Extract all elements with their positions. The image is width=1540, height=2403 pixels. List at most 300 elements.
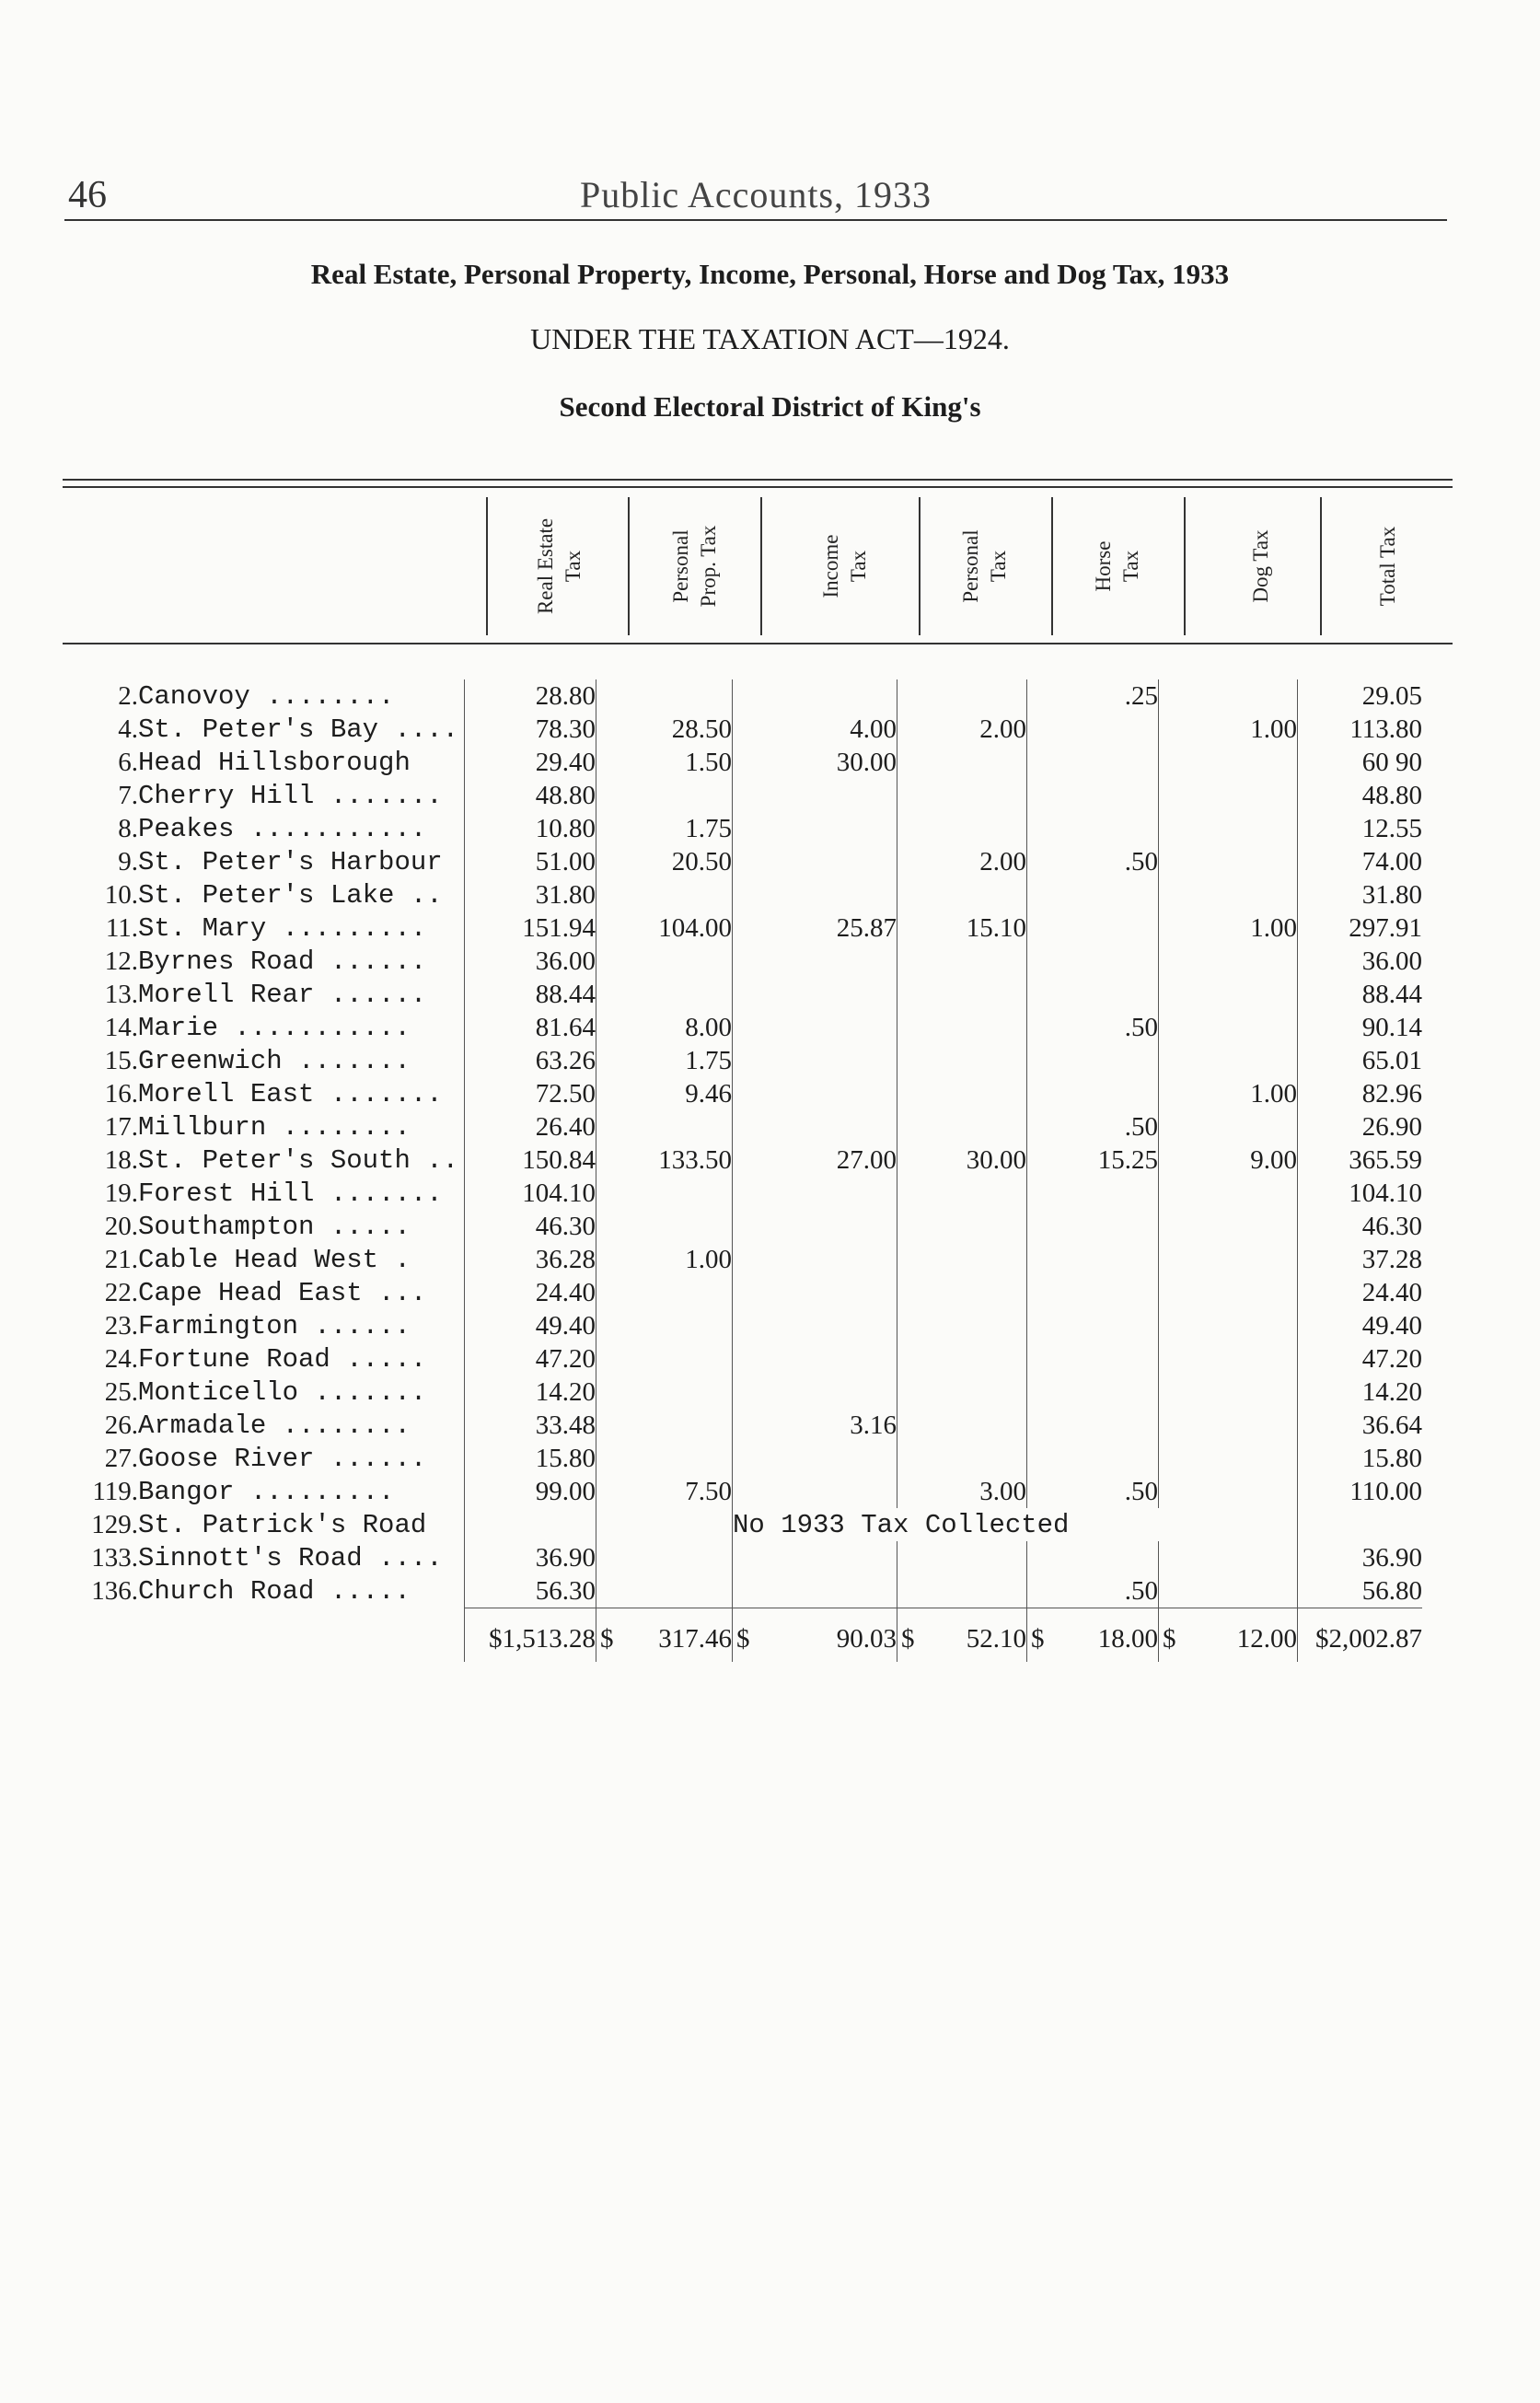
running-title: Public Accounts, 1933 [579,174,932,215]
table-row [46,1409,1422,1442]
cell-dog [1159,679,1298,713]
cell-income [733,978,897,1011]
total-income: $ 90.03 [733,1608,897,1663]
page-header [64,164,1447,221]
cell-income [733,1044,897,1077]
table-row [46,1309,1422,1342]
cell-personal [897,1011,1027,1044]
cell-dog [1159,1574,1298,1608]
cell-horse [1027,1276,1159,1309]
district-name: Goose River ...... [138,1443,427,1474]
table-row [46,1210,1422,1243]
cell-real-estate: 151.94 [465,911,596,945]
cell-income [733,1309,897,1342]
cell-income [733,1475,897,1508]
cell-real-estate: 47.20 [465,1342,596,1376]
cell-income [733,945,897,978]
cell-personal-prop: 7.50 [596,1475,733,1508]
cell-income [733,1077,897,1110]
cell-total: 29.05 [1298,679,1423,713]
cell-real-estate: 63.26 [465,1044,596,1077]
cell-personal [897,812,1027,845]
cell-personal-prop: 104.00 [596,911,733,945]
row-number: 10. [104,879,138,910]
cell-real-estate: 10.80 [465,812,596,845]
cell-horse [1027,713,1159,746]
cell-horse [1027,1342,1159,1376]
cell-income [733,1243,897,1276]
row-number: 24. [104,1343,138,1374]
cell-personal-prop [596,1376,733,1409]
cell-total: 47.20 [1298,1342,1423,1376]
cell-personal-prop: 20.50 [596,845,733,878]
col-header-income: Income Tax [819,534,870,598]
cell-real-estate: 51.00 [465,845,596,878]
tax-table [46,679,1422,1662]
row-number: 119. [92,1476,138,1506]
table-row [46,779,1422,812]
cell-real-estate: 14.20 [465,1376,596,1409]
table-row [46,812,1422,845]
row-number: 22. [104,1277,138,1307]
cell-horse [1027,812,1159,845]
cell-dog [1159,1110,1298,1143]
cell-real-estate: 78.30 [465,713,596,746]
cell-total: 37.28 [1298,1243,1423,1276]
table-row [46,1143,1422,1177]
col-header-horse: Horse Tax [1092,540,1142,592]
cell-dog [1159,1376,1298,1409]
district-name: St. Mary ......... [138,912,427,944]
cell-dog [1159,1309,1298,1342]
cell-horse: .50 [1027,1475,1159,1508]
cell-real-estate: 26.40 [465,1110,596,1143]
district-name: Sinnott's Road .... [138,1542,443,1573]
cell-total: 74.00 [1298,845,1423,878]
cell-personal [897,1309,1027,1342]
cell-real-estate: 88.44 [465,978,596,1011]
cell-personal: 15.10 [897,911,1027,945]
cell-personal [897,1110,1027,1143]
cell-personal [897,1409,1027,1442]
cell-dog: 1.00 [1159,713,1298,746]
row-number: 27. [104,1443,138,1473]
cell-horse: .50 [1027,1110,1159,1143]
cell-dog [1159,1243,1298,1276]
totals-row [46,1608,1422,1663]
cell-horse [1027,978,1159,1011]
cell-total: 49.40 [1298,1309,1423,1342]
table-row [46,1376,1422,1409]
cell-personal [897,1210,1027,1243]
district-name: Forest Hill ....... [138,1178,443,1209]
row-number: 25. [104,1376,138,1407]
cell-real-estate: 56.30 [465,1574,596,1608]
district-name: Peakes ........... [138,813,427,844]
cell-income [733,1177,897,1210]
cell-personal-prop: 8.00 [596,1011,733,1044]
cell-personal [897,945,1027,978]
row-number: 13. [104,979,138,1009]
table-title: Real Estate, Personal Property, Income, Personal, Horse and Dog Tax, 1933 [310,258,1230,290]
cell-income [733,812,897,845]
cell-total: 365.59 [1298,1143,1423,1177]
cell-personal-prop [596,878,733,911]
district-name: Head Hillsborough [138,747,411,778]
table-row [46,1442,1422,1475]
row-number: 16. [104,1078,138,1109]
cell-real-estate: 36.00 [465,945,596,978]
table-row [46,1342,1422,1376]
table-row [46,945,1422,978]
cell-total: 90.14 [1298,1011,1423,1044]
district-name: St. Peter's South .. [138,1144,459,1176]
district-name: Fortune Road ..... [138,1343,427,1375]
cell-income [733,1210,897,1243]
cell-dog [1159,1475,1298,1508]
col-header-personal: Personal Tax [959,529,1010,603]
cell-total: 110.00 [1298,1475,1423,1508]
district-name: Byrnes Road ...... [138,946,427,977]
cell-income: 27.00 [733,1143,897,1177]
district-name: Greenwich ....... [138,1045,411,1076]
row-number: 20. [104,1211,138,1241]
district-name: Cherry Hill ....... [138,780,443,811]
row-note: No 1933 Tax Collected [733,1508,1298,1541]
district-name: Church Road ..... [138,1575,411,1607]
cell-total: 82.96 [1298,1077,1423,1110]
cell-income [733,1011,897,1044]
col-header-total: Total Tax [1376,526,1399,607]
table-row [46,1177,1422,1210]
row-number: 6. [118,747,138,777]
row-number: 133. [91,1542,138,1573]
cell-income [733,1541,897,1574]
cell-income: 30.00 [733,746,897,779]
cell-dog [1159,845,1298,878]
cell-personal-prop [596,1210,733,1243]
cell-personal-prop [596,1177,733,1210]
cell-real-estate: 99.00 [465,1475,596,1508]
cell-real-estate: 104.10 [465,1177,596,1210]
cell-total: 65.01 [1298,1044,1423,1077]
col-divider [1051,497,1053,635]
row-number: 136. [91,1575,138,1606]
cell-personal [897,1276,1027,1309]
cell-horse [1027,1243,1159,1276]
table-row [46,1077,1422,1110]
row-number: 23. [104,1310,138,1341]
cell-personal-prop: 28.50 [596,713,733,746]
district-name: Millburn ........ [138,1111,411,1143]
cell-total: 113.80 [1298,713,1423,746]
cell-personal [897,1376,1027,1409]
row-number: 129. [91,1509,138,1539]
row-number: 19. [104,1178,138,1208]
cell-horse: .25 [1027,679,1159,713]
cell-real-estate: 29.40 [465,746,596,779]
cell-personal-prop [596,1110,733,1143]
district-heading: Second Electoral District of King's [559,390,981,423]
table-row [46,1508,1422,1541]
cell-dog: 1.00 [1159,1077,1298,1110]
cell-dog [1159,1541,1298,1574]
row-number: 17. [104,1111,138,1142]
cell-personal-prop [596,945,733,978]
cell-income [733,1574,897,1608]
cell-real-estate: 28.80 [465,679,596,713]
cell-personal-prop [596,1442,733,1475]
table-row [46,1541,1422,1574]
cell-real-estate: 24.40 [465,1276,596,1309]
cell-personal [897,779,1027,812]
cell-dog [1159,1210,1298,1243]
cell-real-estate: 49.40 [465,1309,596,1342]
row-number: 7. [118,780,138,810]
cell-personal-prop [596,679,733,713]
cell-horse [1027,878,1159,911]
cell-income [733,1342,897,1376]
cell-personal-prop: 9.46 [596,1077,733,1110]
row-number: 2. [118,680,138,711]
cell-income [733,845,897,878]
cell-income [733,878,897,911]
table-row [46,713,1422,746]
cell-horse: .50 [1027,1011,1159,1044]
col-divider [486,497,488,635]
cell-personal-prop [596,1508,733,1541]
row-number: 11. [105,912,138,943]
cell-dog [1159,746,1298,779]
cell-personal [897,1243,1027,1276]
cell-horse [1027,1177,1159,1210]
cell-real-estate: 36.28 [465,1243,596,1276]
district-name: Morell Rear ...... [138,979,427,1010]
cell-income: 4.00 [733,713,897,746]
total-horse: $ 18.00 [1027,1608,1159,1663]
district-name: Monticello ....... [138,1376,427,1408]
table-top-rule [63,479,1453,481]
cell-total: 12.55 [1298,812,1423,845]
cell-personal-prop [596,1574,733,1608]
cell-horse [1027,1309,1159,1342]
table-row [46,1574,1422,1608]
cell-real-estate: 33.48 [465,1409,596,1442]
cell-personal [897,1574,1027,1608]
cell-personal [897,878,1027,911]
cell-personal [897,1541,1027,1574]
cell-personal-prop [596,1342,733,1376]
cell-income [733,779,897,812]
cell-horse: .50 [1027,1574,1159,1608]
row-number: 8. [118,813,138,843]
district-name: Armadale ........ [138,1410,411,1441]
total-dog: $ 12.00 [1159,1608,1298,1663]
table-row [46,1011,1422,1044]
cell-personal [897,1442,1027,1475]
col-divider [1320,497,1322,635]
page-number: 46 [68,174,107,216]
table-row [46,845,1422,878]
district-name: Cape Head East ... [138,1277,427,1308]
district-name: Marie ........... [138,1012,411,1043]
cell-total: 36.00 [1298,945,1423,978]
cell-income [733,1276,897,1309]
cell-total: 14.20 [1298,1376,1423,1409]
cell-personal [897,978,1027,1011]
district-name: St. Peter's Bay .... [138,714,459,745]
cell-dog [1159,878,1298,911]
col-header-personal-prop: Personal Prop. Tax [669,525,720,608]
cell-horse [1027,779,1159,812]
cell-income [733,1110,897,1143]
table-row [46,911,1422,945]
col-header-real-estate: Real Estate Tax [534,517,585,615]
cell-total: 24.40 [1298,1276,1423,1309]
cell-personal [897,746,1027,779]
cell-personal-prop [596,978,733,1011]
table-row [46,1276,1422,1309]
district-name: St. Peter's Lake .. [138,879,443,911]
cell-dog [1159,1011,1298,1044]
table-top-rule-2 [63,486,1453,488]
cell-income: 25.87 [733,911,897,945]
district-name: Farmington ...... [138,1310,411,1341]
cell-income [733,1442,897,1475]
cell-real-estate: 150.84 [465,1143,596,1177]
cell-personal-prop: 133.50 [596,1143,733,1177]
cell-horse: 15.25 [1027,1143,1159,1177]
cell-personal-prop [596,1541,733,1574]
district-name: Cable Head West . [138,1244,411,1275]
row-number: 12. [104,946,138,976]
cell-real-estate: 36.90 [465,1541,596,1574]
cell-personal-prop [596,779,733,812]
cell-personal-prop: 1.75 [596,1044,733,1077]
tax-table-body [46,679,1422,1662]
cell-real-estate: 48.80 [465,779,596,812]
table-row [46,679,1422,713]
col-header-dog: Dog Tax [1249,529,1272,603]
cell-total: 56.80 [1298,1574,1423,1608]
row-number: 15. [104,1045,138,1075]
row-number: 9. [118,846,138,876]
district-name: Bangor ......... [138,1476,395,1507]
table-row [46,978,1422,1011]
cell-income [733,1376,897,1409]
cell-total: 60 90 [1298,746,1423,779]
table-row [46,1110,1422,1143]
total-personal-prop: $ 317.46 [596,1608,733,1663]
cell-horse [1027,1044,1159,1077]
cell-total: 48.80 [1298,779,1423,812]
col-divider [1184,497,1186,635]
table-row [46,878,1422,911]
cell-dog [1159,945,1298,978]
row-number: 14. [104,1012,138,1042]
cell-total: 36.90 [1298,1541,1423,1574]
col-divider [628,497,630,635]
cell-personal: 3.00 [897,1475,1027,1508]
cell-real-estate: 81.64 [465,1011,596,1044]
table-row [46,1475,1422,1508]
cell-horse [1027,1077,1159,1110]
cell-real-estate: 46.30 [465,1210,596,1243]
cell-total: 88.44 [1298,978,1423,1011]
cell-personal-prop [596,1276,733,1309]
cell-horse [1027,1541,1159,1574]
cell-personal: 2.00 [897,713,1027,746]
cell-horse [1027,1442,1159,1475]
cell-income: 3.16 [733,1409,897,1442]
cell-dog: 1.00 [1159,911,1298,945]
district-name: Morell East ....... [138,1078,443,1109]
cell-horse [1027,945,1159,978]
cell-total [1298,1508,1423,1541]
district-name: St. Peter's Harbour [138,846,443,877]
row-number: 4. [118,714,138,744]
cell-dog [1159,1442,1298,1475]
cell-horse [1027,1409,1159,1442]
cell-income [733,679,897,713]
cell-total: 26.90 [1298,1110,1423,1143]
cell-total: 31.80 [1298,878,1423,911]
district-name: St. Patrick's Road [138,1509,427,1540]
cell-horse [1027,1376,1159,1409]
totals-spacer [46,1608,138,1663]
cell-personal-prop [596,1309,733,1342]
cell-real-estate: 31.80 [465,878,596,911]
cell-total: 15.80 [1298,1442,1423,1475]
row-number: 18. [104,1144,138,1175]
cell-personal: 2.00 [897,845,1027,878]
cell-personal-prop: 1.50 [596,746,733,779]
cell-dog [1159,1342,1298,1376]
cell-horse [1027,1210,1159,1243]
cell-dog [1159,1409,1298,1442]
cell-personal: 30.00 [897,1143,1027,1177]
cell-real-estate [465,1508,596,1541]
cell-personal-prop [596,1409,733,1442]
cell-total: 297.91 [1298,911,1423,945]
cell-personal [897,1177,1027,1210]
cell-horse: .50 [1027,845,1159,878]
cell-dog: 9.00 [1159,1143,1298,1177]
table-row [46,1243,1422,1276]
cell-total: 36.64 [1298,1409,1423,1442]
cell-total: 104.10 [1298,1177,1423,1210]
cell-personal [897,679,1027,713]
cell-real-estate: 72.50 [465,1077,596,1110]
cell-dog [1159,1044,1298,1077]
cell-total: 46.30 [1298,1210,1423,1243]
cell-horse [1027,911,1159,945]
cell-dog [1159,812,1298,845]
total-real-estate: $1,513.28 [465,1608,596,1663]
cell-real-estate: 15.80 [465,1442,596,1475]
col-divider [919,497,921,635]
row-number: 21. [104,1244,138,1274]
col-divider [760,497,762,635]
cell-dog [1159,978,1298,1011]
cell-dog [1159,1276,1298,1309]
header-bottom-rule [63,643,1453,644]
total-total: $2,002.87 [1298,1608,1423,1663]
table-subtitle: UNDER THE TAXATION ACT—1924. [530,322,1010,355]
total-personal: $ 52.10 [897,1608,1027,1663]
table-row [46,746,1422,779]
table-row [46,1044,1422,1077]
